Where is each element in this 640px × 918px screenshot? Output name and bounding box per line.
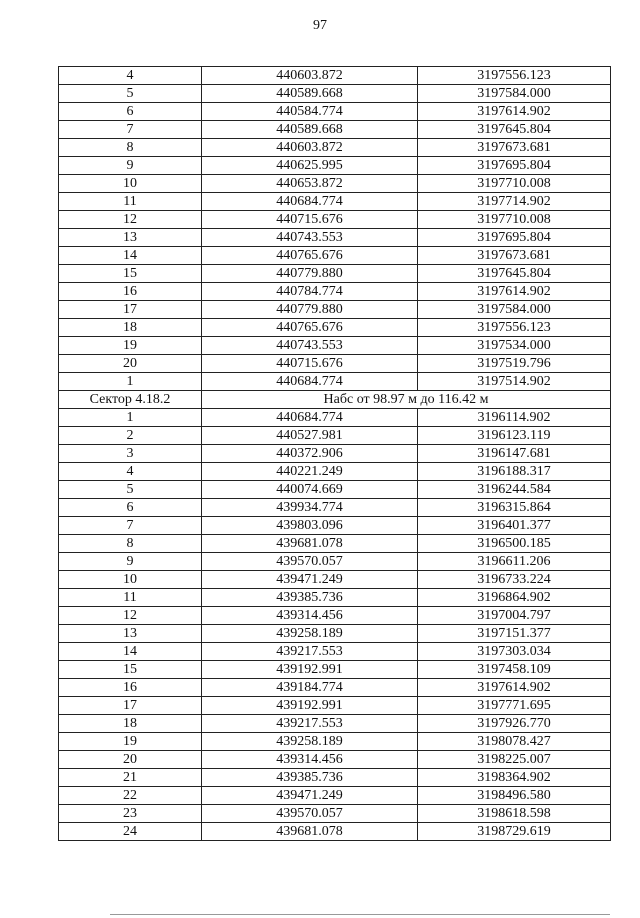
- table-row: [59, 517, 611, 535]
- x-coordinate: 439681.078: [202, 823, 418, 841]
- x-coordinate: 439471.249: [202, 787, 418, 805]
- table-row: [59, 103, 611, 121]
- y-coordinate: 3197004.797: [418, 607, 611, 625]
- point-number: 15: [59, 661, 202, 679]
- point-number: 23: [59, 805, 202, 823]
- table-row: [59, 481, 611, 499]
- y-coordinate: 3196188.317: [418, 463, 611, 481]
- x-coordinate: 440743.553: [202, 337, 418, 355]
- x-coordinate: 439217.553: [202, 643, 418, 661]
- x-coordinate: 439570.057: [202, 805, 418, 823]
- sector-header-row: [59, 391, 611, 409]
- table-row: [59, 265, 611, 283]
- table-row: [59, 643, 611, 661]
- y-coordinate: 3196315.864: [418, 499, 611, 517]
- x-coordinate: 439258.189: [202, 733, 418, 751]
- y-coordinate: 3197514.902: [418, 373, 611, 391]
- table-row: [59, 157, 611, 175]
- y-coordinate: 3197710.008: [418, 211, 611, 229]
- y-coordinate: 3198364.902: [418, 769, 611, 787]
- y-coordinate: 3197926.770: [418, 715, 611, 733]
- x-coordinate: 440074.669: [202, 481, 418, 499]
- table-row: [59, 409, 611, 427]
- x-coordinate: 440603.872: [202, 67, 418, 85]
- x-coordinate: 440765.676: [202, 247, 418, 265]
- x-coordinate: 440684.774: [202, 409, 418, 427]
- point-number: 16: [59, 679, 202, 697]
- table-row: [59, 715, 611, 733]
- y-coordinate: 3198729.619: [418, 823, 611, 841]
- table-row: [59, 247, 611, 265]
- table-row: [59, 67, 611, 85]
- y-coordinate: 3196500.185: [418, 535, 611, 553]
- table-row: [59, 607, 611, 625]
- table-row: [59, 769, 611, 787]
- point-number: 22: [59, 787, 202, 805]
- table-row: [59, 535, 611, 553]
- x-coordinate: 440779.880: [202, 301, 418, 319]
- point-number: 10: [59, 175, 202, 193]
- table-row: [59, 139, 611, 157]
- point-number: 19: [59, 733, 202, 751]
- point-number: 3: [59, 445, 202, 463]
- y-coordinate: 3197519.796: [418, 355, 611, 373]
- table-row: [59, 121, 611, 139]
- point-number: 16: [59, 283, 202, 301]
- table-row: [59, 697, 611, 715]
- y-coordinate: 3197556.123: [418, 67, 611, 85]
- table-row: [59, 571, 611, 589]
- table-row: [59, 553, 611, 571]
- table-row: [59, 427, 611, 445]
- x-coordinate: 440625.995: [202, 157, 418, 175]
- y-coordinate: 3197673.681: [418, 139, 611, 157]
- point-number: 11: [59, 589, 202, 607]
- point-number: 1: [59, 409, 202, 427]
- y-coordinate: 3198225.007: [418, 751, 611, 769]
- table-row: [59, 589, 611, 607]
- table-row: [59, 337, 611, 355]
- point-number: 17: [59, 697, 202, 715]
- point-number: 13: [59, 625, 202, 643]
- table-row: [59, 805, 611, 823]
- x-coordinate: 439314.456: [202, 751, 418, 769]
- table-row: [59, 373, 611, 391]
- y-coordinate: 3197584.000: [418, 301, 611, 319]
- point-number: 11: [59, 193, 202, 211]
- point-number: 18: [59, 319, 202, 337]
- sector-label: Сектор 4.18.2: [59, 391, 202, 409]
- table-row: [59, 211, 611, 229]
- table-row: [59, 193, 611, 211]
- y-coordinate: 3197584.000: [418, 85, 611, 103]
- x-coordinate: 439192.991: [202, 697, 418, 715]
- y-coordinate: 3196123.119: [418, 427, 611, 445]
- table-row: [59, 733, 611, 751]
- point-number: 24: [59, 823, 202, 841]
- point-number: 1: [59, 373, 202, 391]
- point-number: 14: [59, 247, 202, 265]
- table-row: [59, 499, 611, 517]
- x-coordinate: 440221.249: [202, 463, 418, 481]
- y-coordinate: 3198078.427: [418, 733, 611, 751]
- x-coordinate: 439471.249: [202, 571, 418, 589]
- point-number: 5: [59, 481, 202, 499]
- point-number: 6: [59, 499, 202, 517]
- point-number: 12: [59, 607, 202, 625]
- point-number: 19: [59, 337, 202, 355]
- y-coordinate: 3197614.902: [418, 679, 611, 697]
- y-coordinate: 3197534.000: [418, 337, 611, 355]
- point-number: 15: [59, 265, 202, 283]
- coordinates-table-body-top: [59, 67, 611, 391]
- point-number: 6: [59, 103, 202, 121]
- point-number: 20: [59, 751, 202, 769]
- point-number: 8: [59, 139, 202, 157]
- x-coordinate: 440589.668: [202, 121, 418, 139]
- x-coordinate: 439217.553: [202, 715, 418, 733]
- y-coordinate: 3197695.804: [418, 157, 611, 175]
- y-coordinate: 3197695.804: [418, 229, 611, 247]
- x-coordinate: 440715.676: [202, 211, 418, 229]
- x-coordinate: 440527.981: [202, 427, 418, 445]
- table-row: [59, 355, 611, 373]
- sector-range: Набс от 98.97 м до 116.42 м: [202, 391, 611, 409]
- y-coordinate: 3197303.034: [418, 643, 611, 661]
- y-coordinate: 3197151.377: [418, 625, 611, 643]
- y-coordinate: 3196401.377: [418, 517, 611, 535]
- y-coordinate: 3197556.123: [418, 319, 611, 337]
- table-row: [59, 445, 611, 463]
- y-coordinate: 3197771.695: [418, 697, 611, 715]
- y-coordinate: 3197645.804: [418, 121, 611, 139]
- x-coordinate: 440589.668: [202, 85, 418, 103]
- x-coordinate: 440603.872: [202, 139, 418, 157]
- table-row: [59, 463, 611, 481]
- x-coordinate: 439258.189: [202, 625, 418, 643]
- y-coordinate: 3196611.206: [418, 553, 611, 571]
- table-row: [59, 283, 611, 301]
- x-coordinate: 440743.553: [202, 229, 418, 247]
- x-coordinate: 439192.991: [202, 661, 418, 679]
- point-number: 9: [59, 553, 202, 571]
- point-number: 2: [59, 427, 202, 445]
- point-number: 18: [59, 715, 202, 733]
- point-number: 12: [59, 211, 202, 229]
- point-number: 13: [59, 229, 202, 247]
- x-coordinate: 439314.456: [202, 607, 418, 625]
- point-number: 10: [59, 571, 202, 589]
- y-coordinate: 3196114.902: [418, 409, 611, 427]
- point-number: 17: [59, 301, 202, 319]
- point-number: 4: [59, 463, 202, 481]
- point-number: 5: [59, 85, 202, 103]
- bottom-rule: [110, 914, 610, 915]
- table-row: [59, 679, 611, 697]
- y-coordinate: 3196147.681: [418, 445, 611, 463]
- y-coordinate: 3197614.902: [418, 283, 611, 301]
- y-coordinate: 3197645.804: [418, 265, 611, 283]
- point-number: 7: [59, 121, 202, 139]
- table-row: [59, 301, 611, 319]
- y-coordinate: 3196864.902: [418, 589, 611, 607]
- x-coordinate: 440684.774: [202, 373, 418, 391]
- y-coordinate: 3197714.902: [418, 193, 611, 211]
- y-coordinate: 3198618.598: [418, 805, 611, 823]
- x-coordinate: 440653.872: [202, 175, 418, 193]
- point-number: 9: [59, 157, 202, 175]
- x-coordinate: 439184.774: [202, 679, 418, 697]
- point-number: 21: [59, 769, 202, 787]
- point-number: 20: [59, 355, 202, 373]
- x-coordinate: 440715.676: [202, 355, 418, 373]
- y-coordinate: 3197458.109: [418, 661, 611, 679]
- point-number: 7: [59, 517, 202, 535]
- table-row: [59, 175, 611, 193]
- x-coordinate: 440784.774: [202, 283, 418, 301]
- table-row: [59, 751, 611, 769]
- page-number: 97: [313, 18, 327, 33]
- x-coordinate: 439681.078: [202, 535, 418, 553]
- x-coordinate: 440584.774: [202, 103, 418, 121]
- x-coordinate: 439570.057: [202, 553, 418, 571]
- table-row: [59, 661, 611, 679]
- point-number: 8: [59, 535, 202, 553]
- point-number: 14: [59, 643, 202, 661]
- x-coordinate: 440684.774: [202, 193, 418, 211]
- x-coordinate: 439803.096: [202, 517, 418, 535]
- y-coordinate: 3197673.681: [418, 247, 611, 265]
- x-coordinate: 440765.676: [202, 319, 418, 337]
- y-coordinate: 3196733.224: [418, 571, 611, 589]
- y-coordinate: 3197614.902: [418, 103, 611, 121]
- table-row: [59, 85, 611, 103]
- x-coordinate: 439934.774: [202, 499, 418, 517]
- table-row: [59, 625, 611, 643]
- coordinates-table-body-sector: [59, 409, 611, 841]
- x-coordinate: 440779.880: [202, 265, 418, 283]
- point-number: 4: [59, 67, 202, 85]
- table-row: [59, 787, 611, 805]
- table-row: [59, 229, 611, 247]
- coordinates-table: [58, 66, 611, 841]
- table-row: [59, 319, 611, 337]
- x-coordinate: 439385.736: [202, 589, 418, 607]
- y-coordinate: 3197710.008: [418, 175, 611, 193]
- y-coordinate: 3196244.584: [418, 481, 611, 499]
- x-coordinate: 439385.736: [202, 769, 418, 787]
- y-coordinate: 3198496.580: [418, 787, 611, 805]
- sector-header: [59, 391, 611, 409]
- x-coordinate: 440372.906: [202, 445, 418, 463]
- table-row: [59, 823, 611, 841]
